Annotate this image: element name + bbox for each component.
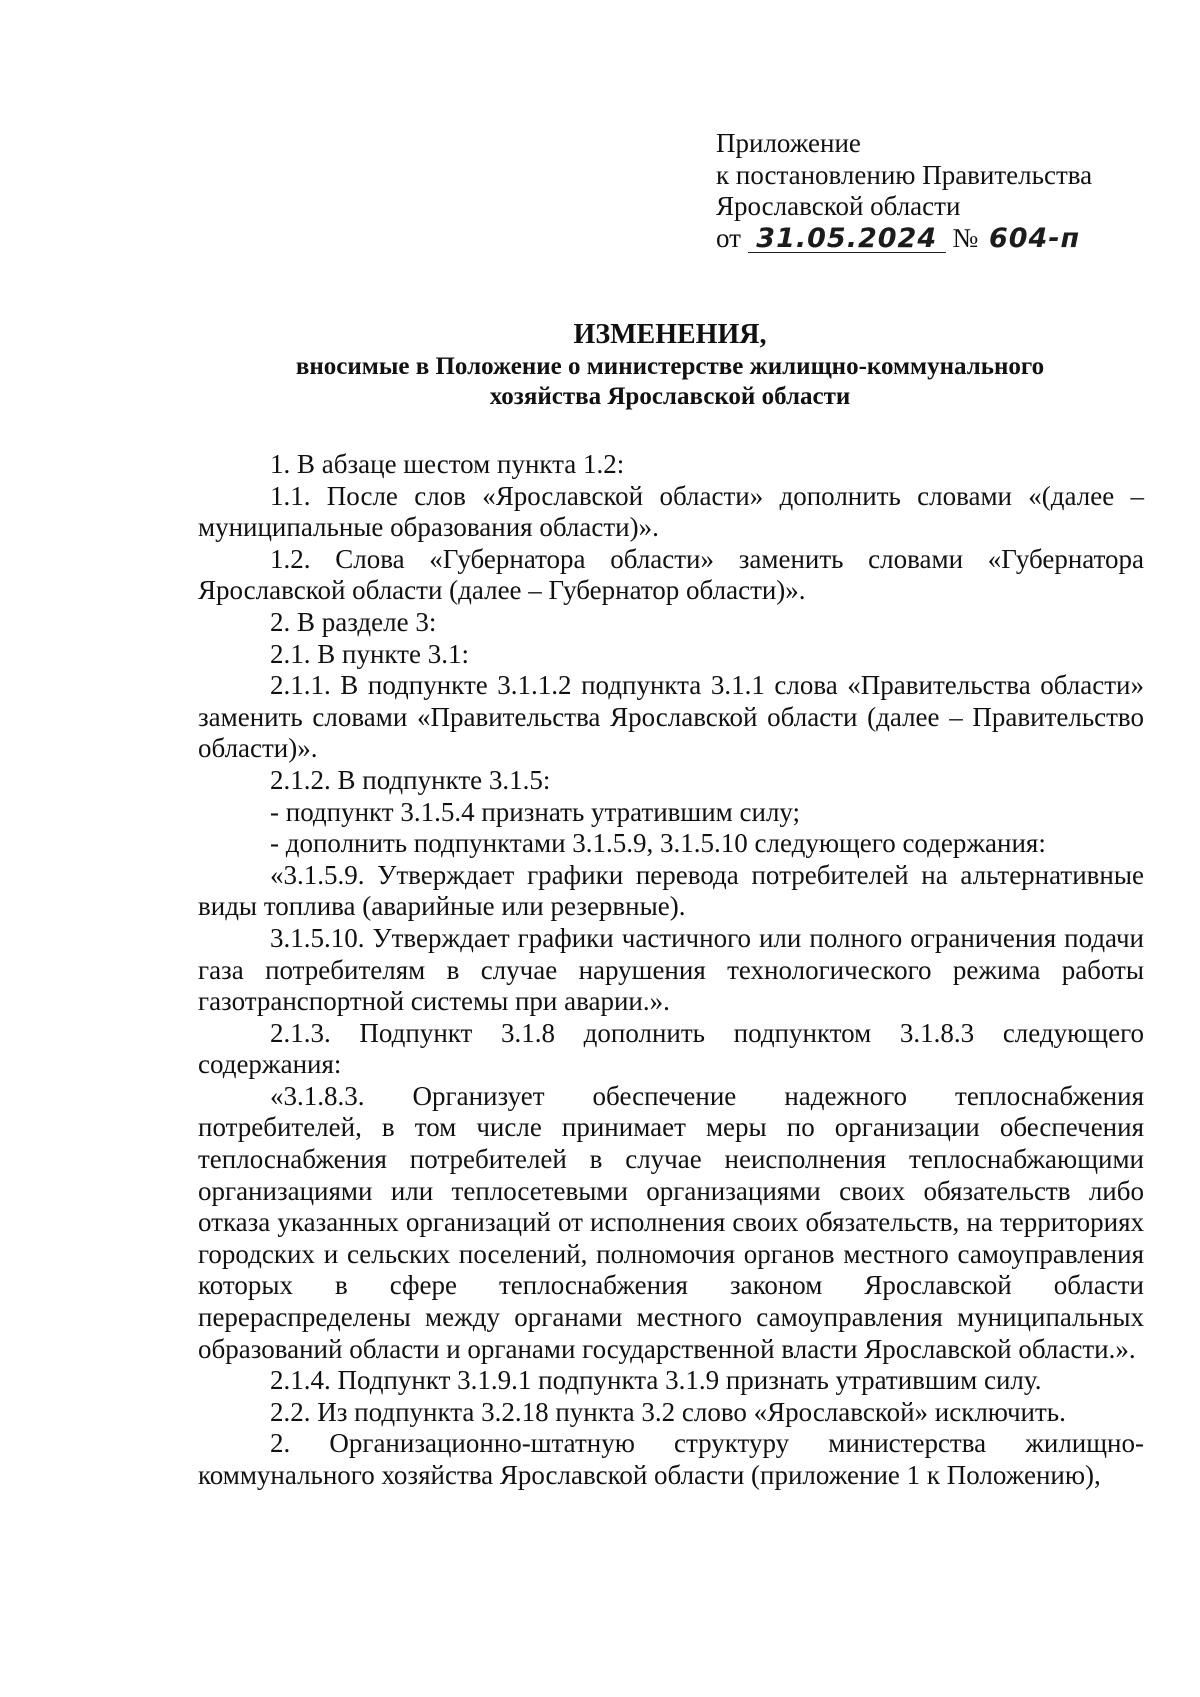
paragraph: 1. В абзаце шестом пункта 1.2:	[270, 449, 625, 479]
paragraph: - дополнить подпунктами 3.1.5.9, 3.1.5.10 следующего содержания:	[270, 828, 1046, 859]
handwritten-number: 604-п	[988, 222, 1081, 254]
paragraph: 2.1.1. В подпункте 3.1.1.2 подпункта 3.1.1 слова «Правительства области» заменить словами «Правительства Ярославской области (далее – Правительство области)».	[198, 670, 1144, 764]
paragraph: 1.2. Слова «Губернатора области» заменить словами «Губернатора Ярославской области (далее – Губернатор области)».	[198, 543, 1144, 606]
approval-header	[716, 128, 1103, 254]
document-title: ИЗМЕНЕНИЯ,	[573, 319, 767, 350]
paragraph: 2.1.4. Подпункт 3.1.9.1 подпункта 3.1.9 признать утратившим силу.	[270, 1365, 1042, 1396]
paragraph: 2.1.2. В подпункте 3.1.5:	[270, 764, 551, 795]
document-title-block	[198, 318, 1142, 412]
paragraph: 3.1.5.10. Утверждает графики частичного или полного ограничения подачи газа потребителям в случае нарушения технологического режима работы газотранспортной системы при аварии.».	[198, 922, 1144, 1017]
paragraph: 2. Организационно-штатную структуру министерства жилищно-коммунального хозяйства Ярославской области (приложение 1 к Положению),	[198, 1428, 1144, 1490]
document-subtitle-line-2: хозяйства Ярославской области	[489, 383, 851, 410]
paragraph: «3.1.8.3. Организует обеспечение надежного теплоснабжения потребителей, в том числе принимает меры по организации обеспечения теплоснабжения потребителей в случае неисполнения теплоснабжающими организациями или теплосетевыми организациями своих обязательств либо отказа указанных организаций от исполнения своих обязательств, на территориях городских и сельских поселений, полномочия органов местного самоуправления которых в сфере теплоснабжения законом Ярославской области перераспределены между органами местного самоуправления муниципальных образований области и органами государственной власти Ярославской области.».	[198, 1080, 1144, 1364]
paragraph: 2.2. Из подпункта 3.2.18 пункта 3.2 слово «Ярославской» исключить.	[270, 1396, 1066, 1427]
handwritten-date: 31.05.2024	[748, 226, 946, 253]
date-prefix: от	[716, 222, 741, 253]
paragraph: - подпункт 3.1.5.4 признать утратившим силу;	[270, 796, 801, 827]
region-name: Ярославской области	[716, 191, 961, 221]
document-body	[198, 449, 1144, 1492]
number-prefix: №	[952, 222, 979, 253]
paragraph: 2.1. В пункте 3.1:	[270, 638, 469, 669]
paragraph: 1.1. После слов «Ярославской области» дополнить словами «(далее – муниципальные образования области)».	[198, 480, 1144, 543]
paragraph: «3.1.5.9. Утверждает графики перевода потребителей на альтернативные виды топлива (аварийные или резервные).	[198, 859, 1144, 922]
appendix-label: Приложение	[716, 128, 861, 158]
document-subtitle-line-1: вносимые в Положение о министерстве жилищно-коммунального	[295, 353, 1045, 380]
date-number-line	[716, 223, 1103, 255]
paragraph: 2.1.3. Подпункт 3.1.8 дополнить подпунктом 3.1.8.3 следующего содержания:	[198, 1017, 1144, 1080]
resolution-reference: к постановлению Правительства	[716, 159, 1093, 190]
paragraph: 2. В разделе 3:	[270, 606, 437, 637]
